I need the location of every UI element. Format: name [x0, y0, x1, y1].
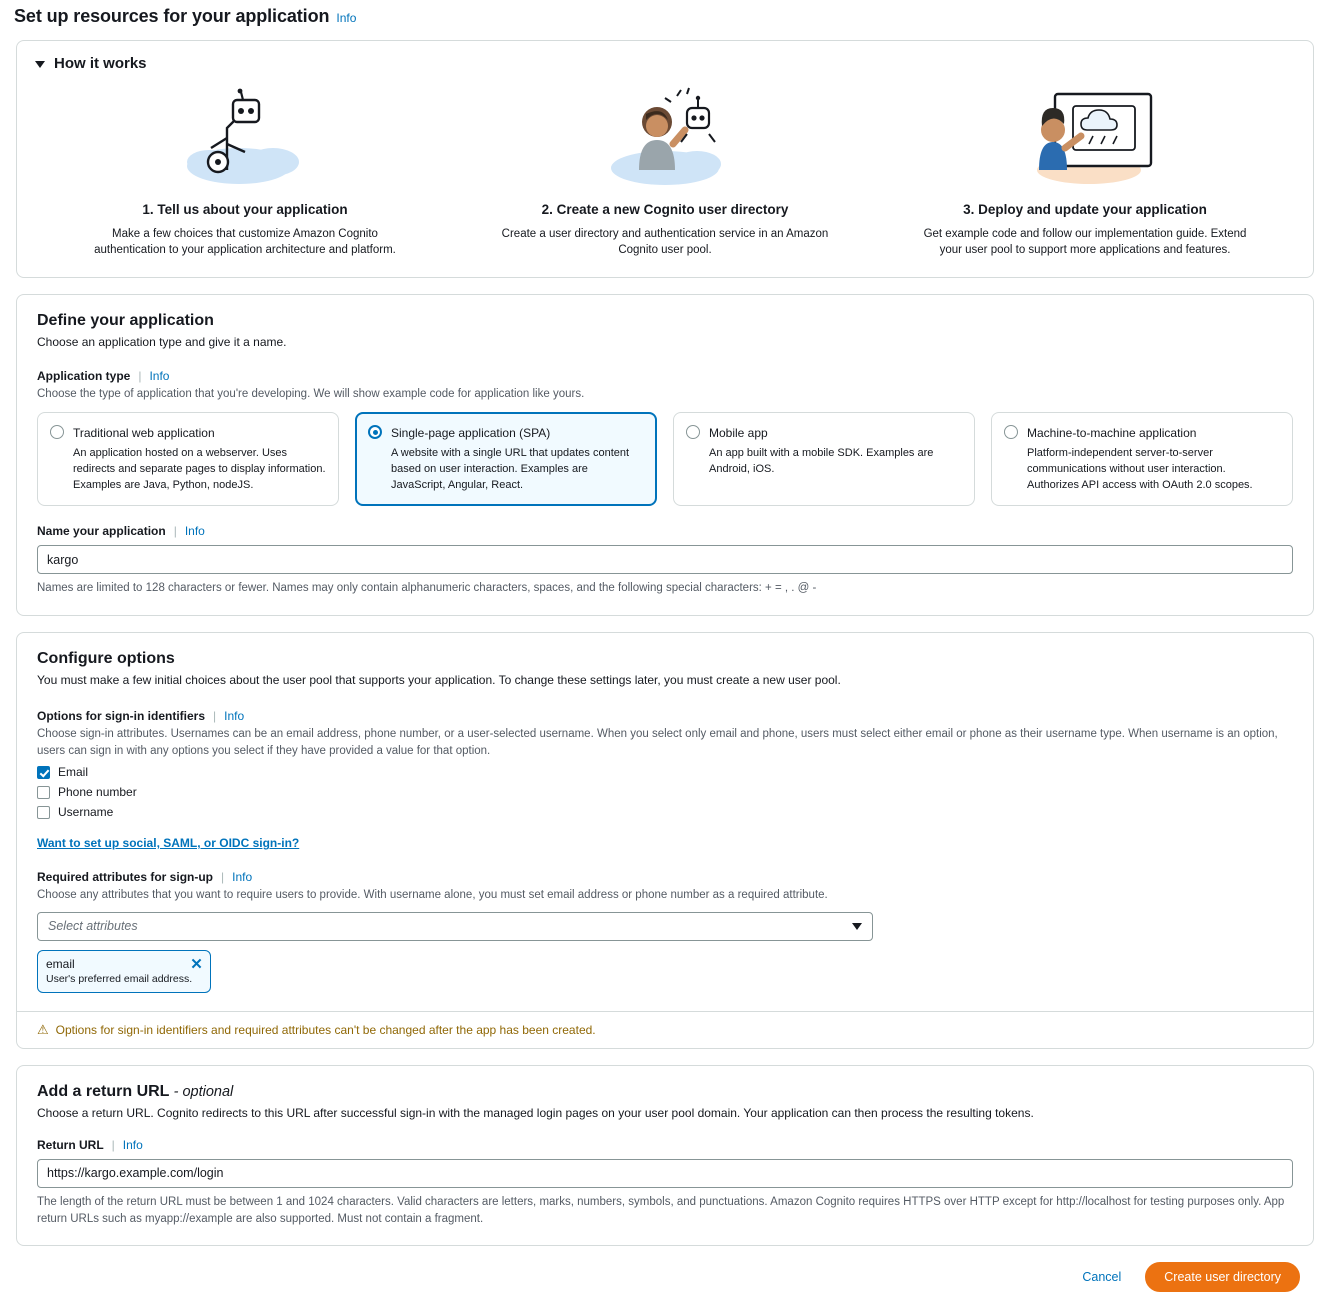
configure-options-warning [17, 1011, 1313, 1048]
return-url-section [16, 1065, 1314, 1246]
checkbox-icon[interactable] [37, 766, 50, 779]
step-desc: Make a few choices that customize Amazon Cognito authentication to your application architecture and platform. [94, 228, 396, 257]
option-title: Single-page application (SPA) [391, 426, 551, 441]
warning-text: Options for sign-in identifiers and required attributes can't be changed after the app has been created. [55, 1022, 596, 1037]
signin-identifiers-checkboxes [37, 765, 1293, 819]
application-name-label-row [37, 524, 1293, 538]
application-type-label: Application type [37, 368, 131, 383]
return-url-hint: The length of the return URL must be between 1 and 1024 characters. Valid characters are letters, marks, numbers, symbols, and punctuations. Amazon Cognito requires HTTPS over HTTP except for http://localhost for testing purposes only. App return URLs such as myapp://example are also supported. Must not contain a fragment. [37, 1195, 1285, 1225]
checkbox-label: Email [58, 765, 89, 780]
page-info-link[interactable]: Info [336, 11, 357, 25]
token-desc: User's preferred email address. [46, 972, 193, 985]
label-separator: | [221, 870, 225, 885]
checkbox-label: Username [58, 805, 114, 820]
required-attributes-label-row [37, 870, 1293, 884]
step-title: 3. Deploy and update your application [963, 202, 1207, 217]
define-application-title: Define your application [37, 311, 214, 329]
how-it-works-step [875, 84, 1295, 259]
how-it-works-title: How it works [54, 55, 147, 72]
signin-identifiers-info-link[interactable]: Info [224, 708, 245, 723]
return-url-label: Return URL [37, 1137, 104, 1152]
signin-option-phone[interactable] [37, 785, 1293, 799]
page-title: Set up resources for your application [14, 6, 330, 26]
cancel-button[interactable]: Cancel [1078, 1264, 1125, 1290]
application-type-info-link[interactable]: Info [149, 368, 170, 383]
app-type-option-spa[interactable] [355, 412, 657, 506]
chevron-down-icon[interactable] [35, 61, 45, 68]
signin-option-username[interactable] [37, 805, 1293, 819]
return-url-label-row [37, 1138, 1293, 1152]
option-desc: Platform-independent server-to-server communications without user interaction. Authorizes API access with OAuth 2.0 scopes. [1027, 447, 1253, 491]
option-title: Traditional web application [73, 426, 215, 441]
option-title: Mobile app [709, 426, 768, 441]
label-separator: | [111, 1137, 115, 1152]
application-type-hint: Choose the type of application that you're developing. We will show example code for application like yours. [37, 387, 585, 400]
token-title: email [46, 956, 75, 971]
step-desc: Create a user directory and authentication service in an Amazon Cognito user pool. [501, 228, 829, 257]
app-type-option-mobile[interactable] [673, 412, 975, 506]
create-user-directory-button[interactable]: Create user directory [1145, 1262, 1300, 1292]
configure-options-subtitle: You must make a few initial choices about the user pool that supports your application. To change these settings later, you must create a new user pool. [37, 672, 841, 687]
page-heading [0, 0, 1330, 27]
checkbox-icon[interactable] [37, 786, 50, 799]
select-attributes-dropdown[interactable] [37, 912, 873, 941]
how-it-works-step [455, 84, 875, 259]
configure-options-title: Configure options [37, 649, 175, 667]
step-title: 1. Tell us about your application [142, 202, 348, 217]
label-separator: | [138, 368, 142, 383]
signin-identifiers-hint: Choose sign-in attributes. Usernames can be an email address, phone number, or a user-selected username. When you select only email and phone, users must select either email or phone as their username type. When username is an option, users can sign in with any options you select if they have provided a value for that option. [37, 727, 1278, 757]
required-attributes-label: Required attributes for sign-up [37, 870, 214, 885]
required-attributes-hint: Choose any attributes that you want to require users to provide. With username alone, you must set email address or phone number as a required attribute. [37, 889, 828, 902]
application-name-hint: Names are limited to 128 characters or fewer. Names may only contain alphanumeric characters, spaces, and the following special characters: + = , . @ - [37, 582, 817, 595]
signin-identifiers-label: Options for sign-in identifiers [37, 708, 205, 723]
application-name-info-link[interactable]: Info [184, 524, 205, 539]
select-attributes-placeholder: Select attributes [48, 919, 138, 934]
radio-icon[interactable] [1004, 425, 1018, 439]
option-desc: A website with a single URL that updates content based on user interaction. Examples are JavaScript, Angular, React. [391, 447, 630, 491]
form-footer [0, 1262, 1330, 1292]
define-application-subtitle: Choose an application type and give it a name. [37, 334, 287, 349]
app-type-option-m2m[interactable] [991, 412, 1293, 506]
return-url-input[interactable] [37, 1159, 1293, 1188]
robot-cloud-illustration [49, 84, 441, 190]
step-desc: Get example code and follow our implementation guide. Extend your user pool to support more applications and features. [923, 228, 1247, 257]
selected-attribute-token[interactable] [37, 950, 211, 993]
label-separator: | [173, 524, 177, 539]
return-url-subtitle: Choose a return URL. Cognito redirects to this URL after successful sign-in with the managed login pages on your user pool domain. Your application can then process the resulting tokens. [37, 1105, 1034, 1120]
radio-icon[interactable] [686, 425, 700, 439]
radio-icon[interactable] [368, 425, 382, 439]
app-type-option-traditional-web[interactable] [37, 412, 339, 506]
application-name-input[interactable] [37, 545, 1293, 574]
federation-signin-link[interactable]: Want to set up social, SAML, or OIDC sign-in? [37, 836, 300, 851]
option-title: Machine-to-machine application [1027, 426, 1197, 441]
radio-icon[interactable] [50, 425, 64, 439]
signin-option-email[interactable] [37, 765, 1293, 779]
application-name-label: Name your application [37, 524, 166, 539]
option-desc: An application hosted on a webserver. Uses redirects and separate pages to display information. Examples are Java, Python, nodeJS. [73, 447, 326, 491]
return-url-optional-label: - optional [173, 1083, 234, 1100]
return-url-info-link[interactable]: Info [122, 1137, 143, 1152]
checkbox-icon[interactable] [37, 806, 50, 819]
presenter-whiteboard-illustration [889, 84, 1281, 190]
how-it-works-step [35, 84, 455, 259]
return-url-title [37, 1083, 1293, 1101]
application-type-options [37, 412, 1293, 506]
configure-options-section [16, 632, 1314, 1049]
warning-icon: ⚠ [37, 1022, 49, 1038]
return-url-title-text: Add a return URL [37, 1082, 170, 1100]
close-icon[interactable]: ✕ [190, 955, 203, 973]
person-robot-illustration [469, 84, 861, 190]
checkbox-label: Phone number [58, 785, 137, 800]
how-it-works-section [16, 40, 1314, 278]
step-title: 2. Create a new Cognito user directory [541, 202, 789, 217]
signin-identifiers-label-row [37, 709, 1293, 723]
define-application-section [16, 294, 1314, 616]
how-it-works-steps [35, 84, 1295, 259]
option-desc: An app built with a mobile SDK. Examples are Android, iOS. [709, 447, 934, 475]
label-separator: | [213, 708, 217, 723]
how-it-works-header[interactable] [35, 55, 1295, 72]
chevron-down-icon[interactable] [852, 923, 862, 930]
application-type-label-row [37, 369, 1293, 383]
required-attributes-info-link[interactable]: Info [232, 870, 253, 885]
